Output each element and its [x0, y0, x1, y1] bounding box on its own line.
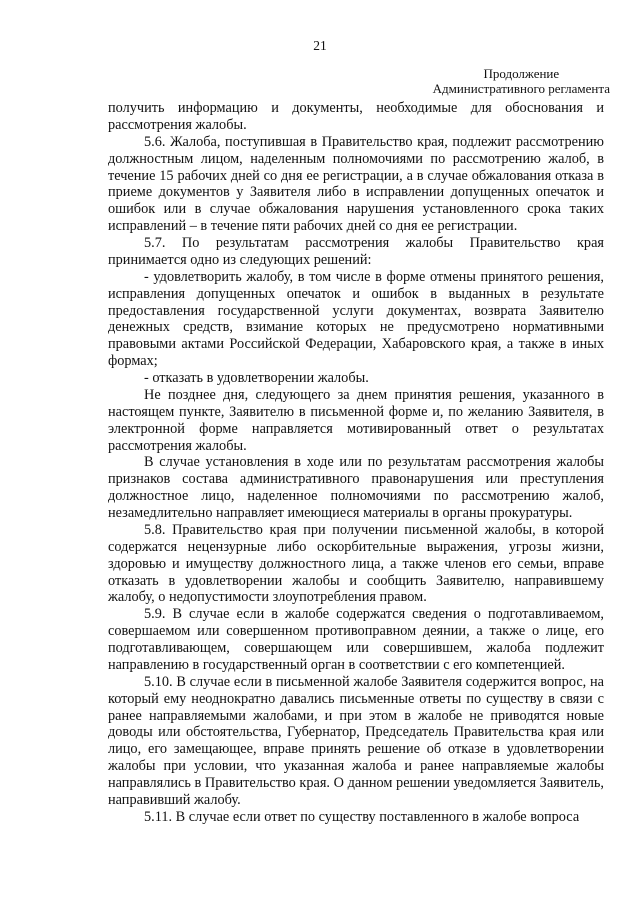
header-regulation-label: Административного регламента — [432, 81, 610, 96]
paragraph-5-11: 5.11. В случае если ответ по существу поставленного в жалобе вопроса — [144, 808, 580, 825]
paragraph: Не позднее дня, следующего за днем принятия решения, указанного в настоящем пункте, Заявителю в письменной форме и, по желанию Заявителя, в электронной форме направляется мотивированный ответ о результатах рассмотрения жалобы. — [108, 386, 604, 454]
page-number: 21 — [313, 38, 327, 53]
paragraph-5-6: 5.6. Жалоба, поступившая в Правительство края, подлежит рассмотрению должностным лицом, наделенным полномочиями по рассмотрению жалоб, в течение 15 рабочих дней со дня ее регистрации, а в случае обжалования отказа в приеме документов у Заявителя либо в исправлении допущенных опечаток и ошибок или в случае обжалования нарушения установленного срока таких исправлений – в течение пяти рабочих дней со дня ее регистрации. — [108, 133, 604, 235]
paragraph: В случае установления в ходе или по результатам рассмотрения жалобы признаков состава административного правонарушения или преступления должностное лицо, наделенное полномочиями по рассмотрению жалоб, незамедлительно направляет имеющиеся материалы в органы прокуратуры. — [108, 454, 604, 521]
document-body — [108, 100, 604, 826]
paragraph-5-7: 5.7. По результатам рассмотрения жалобы Правительство края принимается одно из следующих решений: — [108, 235, 604, 268]
header-continuation-label: Продолжение — [483, 66, 560, 81]
paragraph-5-8: 5.8. Правительство края при получении письменной жалобы, в которой содержатся нецензурные либо оскорбительные выражения, угрозы жизни, здоровью и имуществу должностного лица, а также членов его семьи, вправе отказать в удовлетворении жалобы и сообщить Заявителю, направившему жалобу, о недопустимости злоупотребления правом. — [108, 521, 604, 606]
list-item-refuse: - отказать в удовлетворении жалобы. — [144, 370, 369, 386]
paragraph-5-10: 5.10. В случае если в письменной жалобе Заявителя содержится вопрос, на который ему неоднократно давались письменные ответы по существу в связи с ранее направляемыми жалобами, и при этом в жалобе не приводятся новые доводы или обстоятельства, Губернатор, Председатель Правительства края или лицо, его замещающее, вправе принять решение об отказе в удовлетворении жалобы при условии, что указанная жалоба и ранее направляемые жалобы направлялись в Правительство края. О данном решении уведомляется Заявитель, направивший жалобу. — [108, 673, 604, 808]
paragraph-5-9: 5.9. В случае если в жалобе содержатся сведения о подготавливаемом, совершаемом или совершенном противоправном деянии, а также о лице, его подготавливающем, совершающем или совершившем, жалоба подлежит направлению в государственный орган в соответствии с его компетенцией. — [108, 606, 604, 673]
running-header — [433, 66, 610, 96]
paragraph: получить информацию и документы, необходимые для обоснования и рассмотрения жалобы. — [108, 100, 604, 133]
list-item-satisfy: - удовлетворить жалобу, в том числе в форме отмены принятого решения, исправления допущенных опечаток и ошибок в выданных в результате предоставления государственной услуги документах, возврата Заявителю денежных средств, взимание которых не предусмотрено нормативными правовыми актами Российской Федерации, Хабаровского края, а также в иных формах; — [108, 268, 604, 370]
